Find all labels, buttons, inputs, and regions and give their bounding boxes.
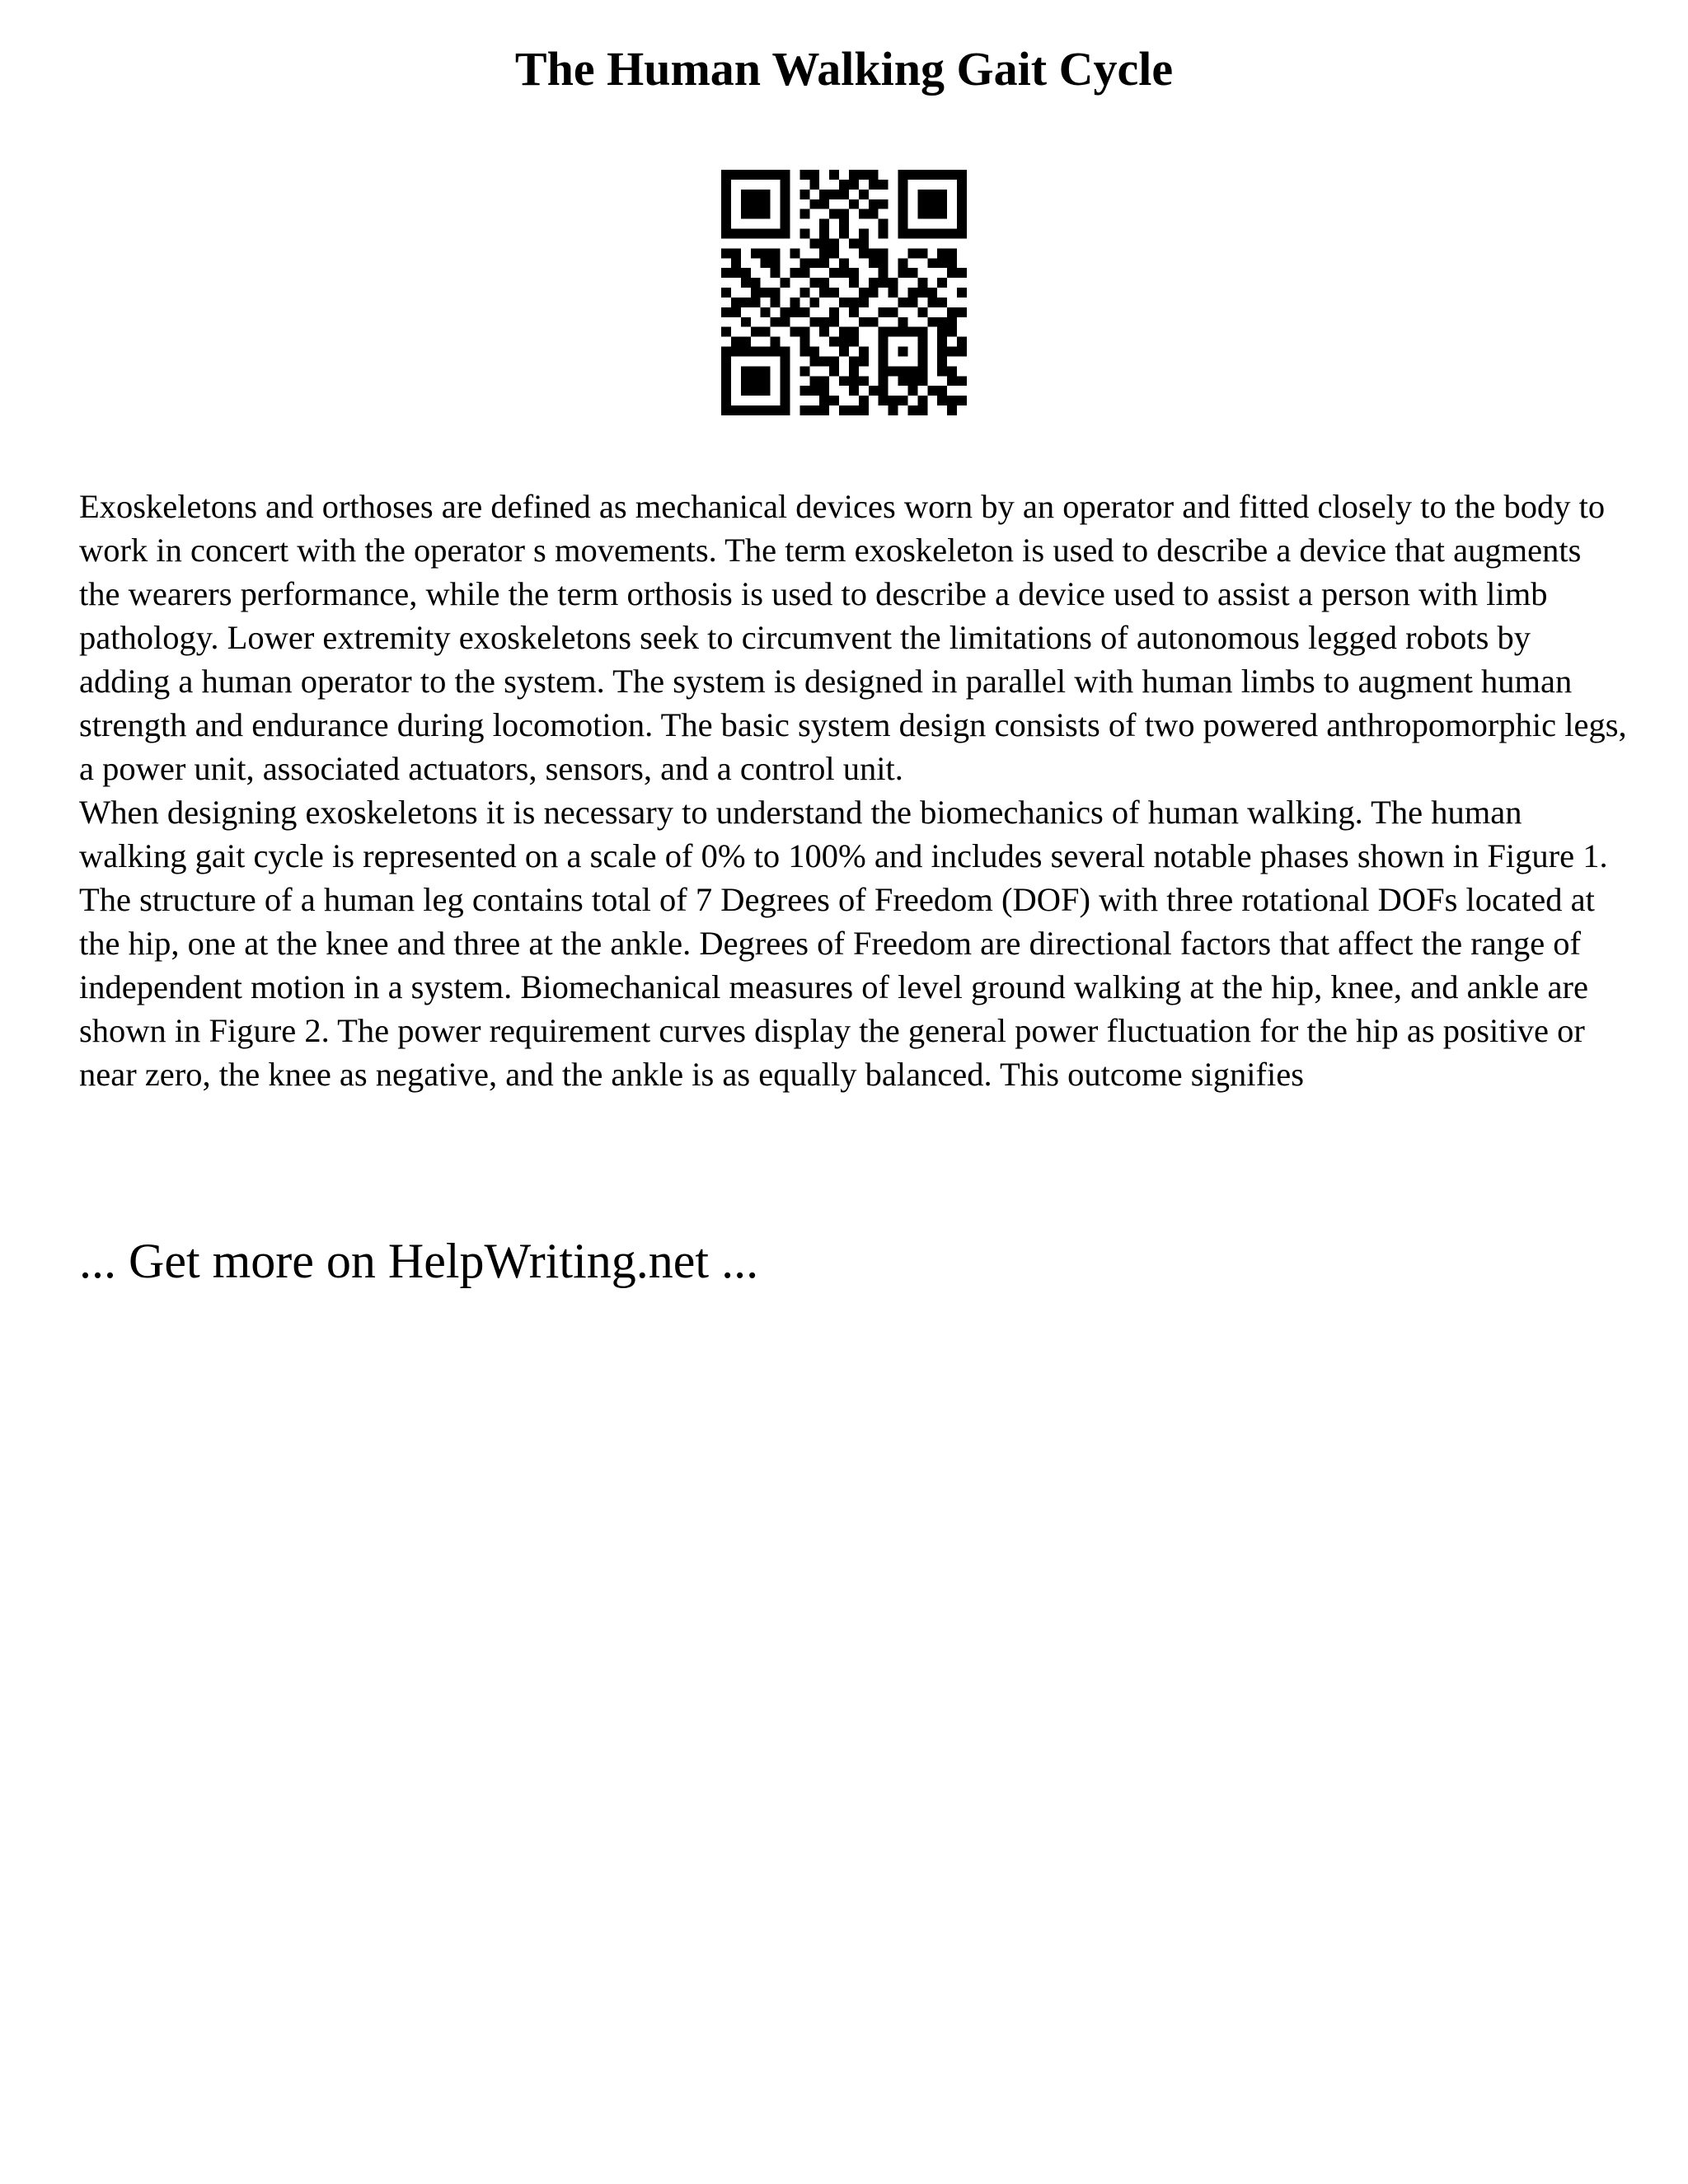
- article-body: [79, 485, 1629, 1096]
- paragraph: When designing exoskeletons it is necessary to understand the biomechanics of human walking. The human walking gait cycle is represented on a scale of 0% to 100% and includes several notable phases shown in Figure 1. The structure of a human leg contains total of 7 Degrees of Freedom (DOF) with three rotational DOFs located at the hip, one at the knee and three at the ankle. Degrees of Freedom are directional factors that affect the range of independent motion in a system. Biomechanical measures of level ground walking at the hip, knee, and ankle are shown in Figure 2. The power requirement curves display the general power fluctuation for the hip as positive or near zero, the knee as negative, and the ankle is as equally balanced. This outcome signifies: [79, 794, 1608, 1093]
- get-more-link[interactable]: ... Get more on HelpWriting.net ...: [79, 1234, 759, 1288]
- paragraph: Exoskeletons and orthoses are defined as mechanical devices worn by an operator and fitted closely to the body to work in concert with the operator s movements. The term exoskeleton is used to describe a device that augments the wearers performance, while the term orthosis is used to describe a device used to assist a person with limb pathology. Lower extremity exoskeletons seek to circumvent the limitations of autonomous legged robots by adding a human operator to the system. The system is designed in parallel with human limbs to augment human strength and endurance during locomotion. The basic system design consists of two powered anthropomorphic legs, a power unit, associated actuators, sensors, and a control unit.: [79, 488, 1627, 787]
- qr-code-icon[interactable]: [721, 170, 967, 415]
- page-title: The Human Walking Gait Cycle: [514, 42, 1174, 96]
